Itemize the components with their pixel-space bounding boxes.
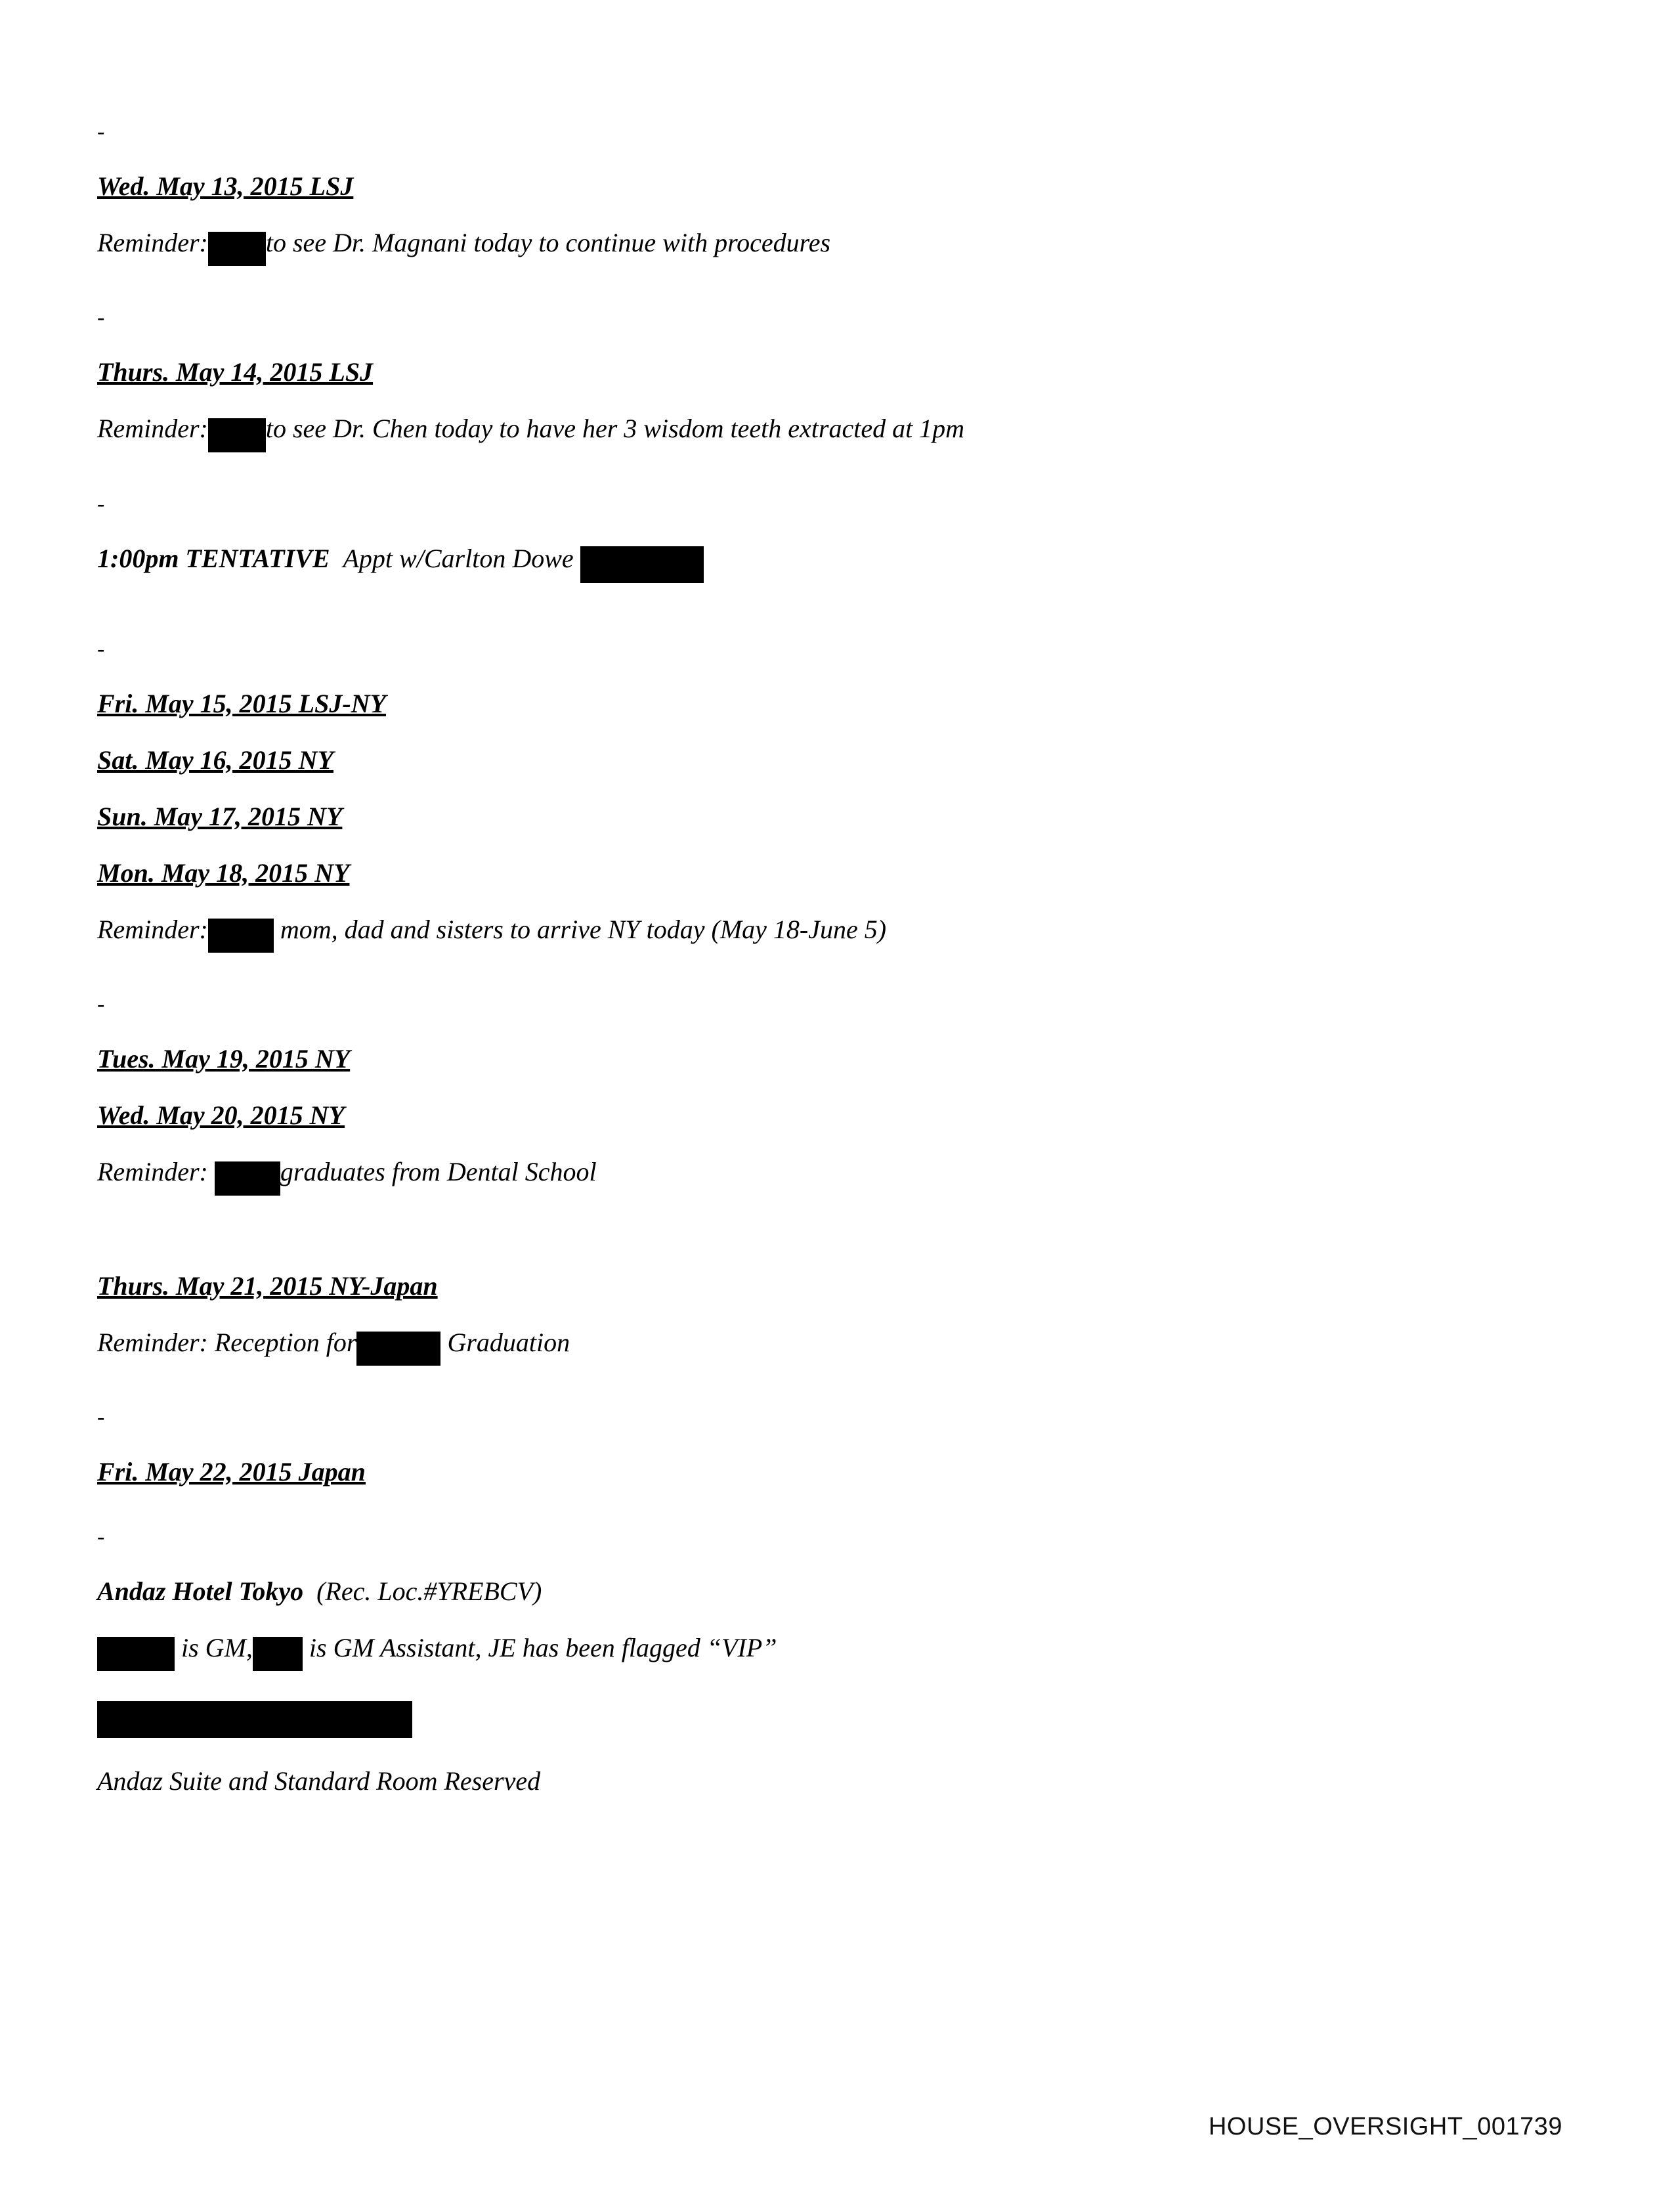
redaction-bar — [580, 546, 704, 583]
reminder-may18 — [97, 914, 1543, 953]
reminder-suffix: Graduation — [447, 1327, 570, 1357]
hotel-confirmation: (Rec. Loc.#YREBCV) — [316, 1576, 542, 1606]
redaction-bar — [97, 1701, 412, 1738]
date-heading-may20: Wed. May 20, 2015 NY — [97, 1100, 345, 1131]
date-heading-may13: Wed. May 13, 2015 LSJ — [97, 171, 354, 201]
redaction-bar — [208, 919, 274, 953]
reminder-prefix: Reminder: — [97, 414, 208, 444]
reminder-prefix: Reminder: — [97, 228, 208, 257]
reminder-may20 — [97, 1159, 1543, 1195]
reminder-prefix: Reminder: Reception for — [97, 1327, 357, 1357]
document-body — [97, 98, 1543, 1794]
gm-assistant-label: is GM Assistant, JE has been flagged “VIP” — [309, 1632, 777, 1662]
reminder-may13 — [97, 230, 1543, 266]
appointment-time-label: 1:00pm TENTATIVE — [97, 543, 330, 573]
redaction-bar — [253, 1637, 303, 1671]
list-dash: - — [97, 992, 105, 1017]
redaction-bar — [356, 1332, 440, 1366]
hotel-name: Andaz Hotel Tokyo — [97, 1576, 304, 1606]
date-heading-may21: Thurs. May 21, 2015 NY-Japan — [97, 1270, 438, 1301]
list-dash: - — [97, 636, 105, 661]
appointment-description: Appt w/Carlton Dowe — [343, 543, 574, 573]
date-heading-may16: Sat. May 16, 2015 NY — [97, 745, 333, 775]
date-heading-may14: Thurs. May 14, 2015 LSJ — [97, 357, 374, 387]
list-dash: - — [97, 491, 105, 516]
gm-label: is GM, — [181, 1632, 253, 1662]
date-heading-may22: Fri. May 22, 2015 Japan — [97, 1456, 366, 1486]
date-heading-may17: Sun. May 17, 2015 NY — [97, 801, 343, 831]
reminder-prefix: Reminder: — [97, 1157, 208, 1187]
appointment-carlton-dowe — [97, 543, 1543, 583]
room-reservation-line: Andaz Suite and Standard Room Reserved — [97, 1766, 541, 1796]
reminder-suffix: to see Dr. Magnani today to continue with procedures — [265, 228, 831, 257]
date-heading-may18: Mon. May 18, 2015 NY — [97, 857, 350, 888]
redacted-block-line — [97, 1701, 1543, 1738]
reminder-may14 — [97, 416, 1543, 452]
date-heading-may15: Fri. May 15, 2015 LSJ-NY — [97, 688, 386, 718]
reminder-suffix: to see Dr. Chen today to have her 3 wisdom teeth extracted at 1pm — [265, 414, 965, 444]
redaction-bar — [215, 1161, 280, 1196]
hotel-contacts-line — [97, 1632, 1543, 1671]
redaction-bar — [208, 232, 266, 266]
list-dash: - — [97, 119, 105, 144]
redaction-bar — [97, 1637, 175, 1671]
list-dash: - — [97, 1404, 105, 1429]
reminder-prefix: Reminder: — [97, 914, 208, 944]
list-dash: - — [97, 1524, 105, 1549]
list-dash: - — [97, 305, 105, 330]
reminder-suffix: mom, dad and sisters to arrive NY today (May 18-June 5) — [280, 914, 887, 944]
hotel-line — [97, 1578, 1543, 1605]
reminder-suffix: graduates from Dental School — [280, 1157, 597, 1187]
redaction-bar — [208, 418, 266, 452]
date-heading-may19: Tues. May 19, 2015 NY — [97, 1044, 351, 1074]
bates-stamp: HOUSE_OVERSIGHT_001739 — [1208, 2113, 1562, 2140]
reminder-may21 — [97, 1327, 1543, 1366]
